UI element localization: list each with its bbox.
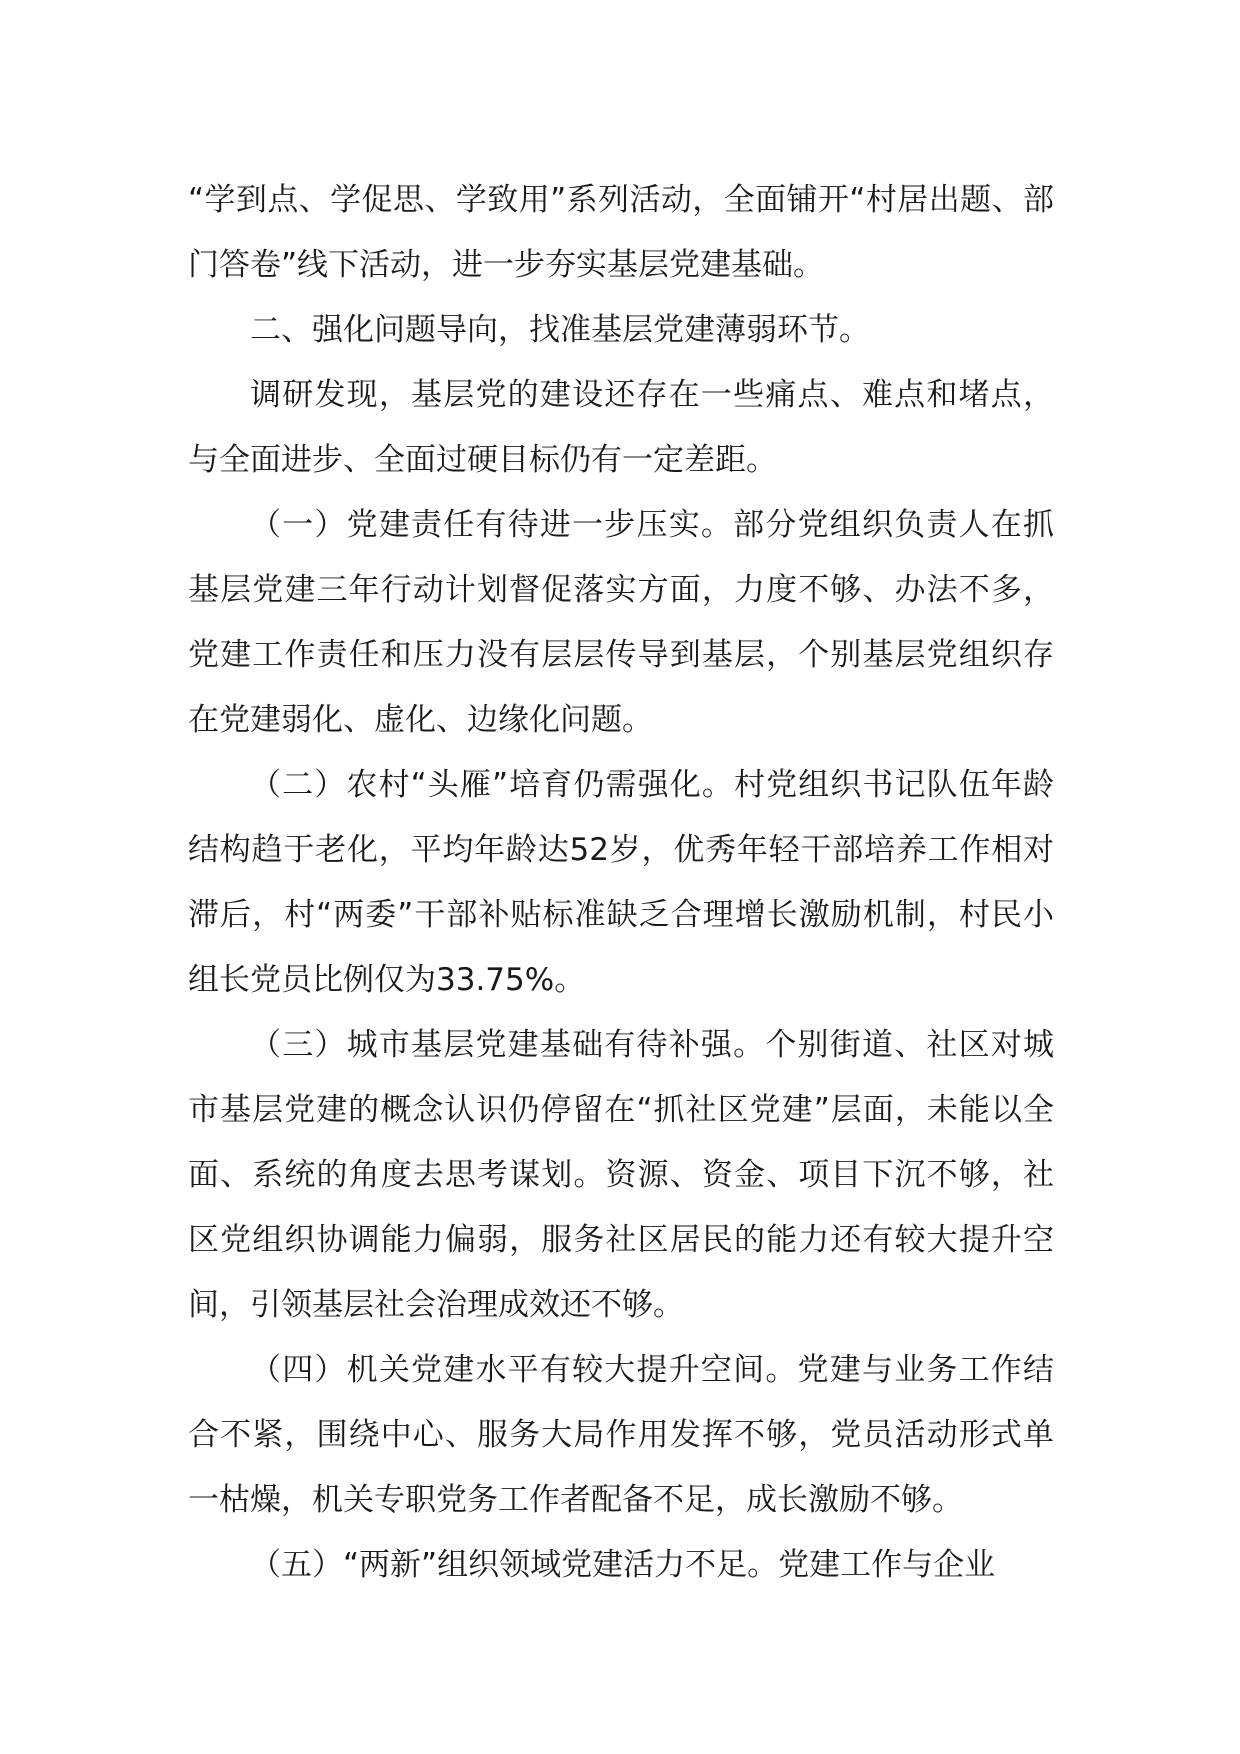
paragraph-item-3: （三）城市基层党建基础有待补强。个别街道、社区对城市基层党建的概念认识仍停留在“抓社区党建”层面，未能以全面、系统的角度去思考谋划。资源、资金、项目下沉不够，社区党组织协调能力偏弱，服务社区居民的能力还有较大提升空间，引领基层社会治理成效还不够。 — [188, 1027, 1054, 1323]
paragraph-item-1: （一）党建责任有待进一步压实。部分党组织负责人在抓基层党建三年行动计划督促落实方面，力度不够、办法不多，党建工作责任和压力没有层层传导到基层，个别基层党组织存在党建弱化、虚化、边缘化问题。 — [188, 507, 1054, 738]
section-heading-2: 二、强化问题导向，找准基层党建薄弱环节。 — [250, 312, 870, 348]
paragraph-item-4: （四）机关党建水平有较大提升空间。党建与业务工作结合不紧，围绕中心、服务大局作用发挥不够，党员活动形式单一枯燥，机关专职党务工作者配备不足，成长激励不够。 — [188, 1352, 1054, 1518]
paragraph-item-2: （二）农村“头雁”培育仍需强化。村党组织书记队伍年龄结构趋于老化，平均年龄达52岁，优秀年轻干部培养工作相对滞后，村“两委”干部补贴标准缺乏合理增长激励机制，村民小组长党员比例仅为33.75%。 — [188, 767, 1054, 998]
paragraph-item-5: （五）“两新”组织领域党建活力不足。党建工作与企业 — [250, 1547, 996, 1583]
paragraph-findings: 调研发现，基层党的建设还存在一些痛点、难点和堵点，与全面进步、全面过硬目标仍有一定差距。 — [188, 377, 1054, 478]
document-page — [188, 168, 1054, 1598]
paragraph-activities: “学到点、学促思、学致用”系列活动，全面铺开“村居出题、部门答卷”线下活动，进一步夯实基层党建基础。 — [188, 182, 1054, 283]
